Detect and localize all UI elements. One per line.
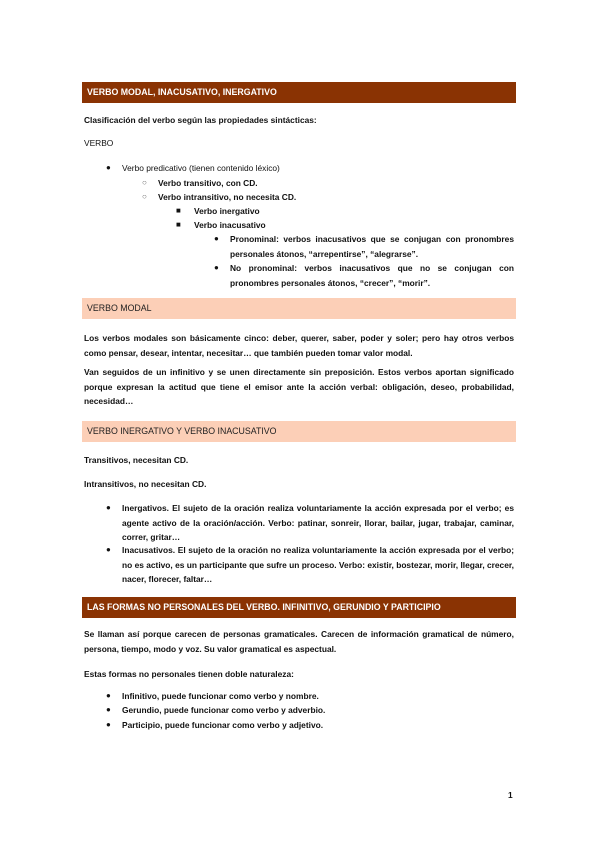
bullet-icon: ● [106,503,111,512]
bullet-icon: ● [106,163,111,172]
list-item: Verbo predicativo (tienen contenido léxico) [122,163,280,173]
list-item: Verbo inergativo [194,206,260,216]
bullet-icon: ● [106,691,111,700]
bullet-icon: ● [214,263,219,272]
intro-text: Clasificación del verbo según las propiedades sintácticas: [84,115,317,125]
list-item: Infinitivo, puede funcionar como verbo y nombre. [122,691,319,701]
circle-bullet-icon: ○ [142,192,147,201]
list-item: Inergativos. El sujeto de la oración realiza voluntariamente la acción expresada por el verbo; es agente activo de la oración/acción. Verbo: patinar, sonreir, llorar, bailar, jugar, trabajar, caminar, correr, gritar… [122,503,514,542]
bullet-icon: ● [106,720,111,729]
heading-verbo-modal-inacusativo-inergativo: VERBO MODAL, INACUSATIVO, INERGATIVO [82,82,516,103]
verbo-label: VERBO [84,138,114,148]
list-item: Verbo inacusativo [194,220,266,230]
bullet-icon: ● [106,545,111,554]
bullet-icon: ● [214,234,219,243]
heading-inergativo-inacusativo: VERBO INERGATIVO Y VERBO INACUSATIVO [82,421,516,442]
list-item: Verbo intransitivo, no necesita CD. [158,192,297,202]
list-item: No pronominal: verbos inacusativos que no se conjugan con pronombres personales átonos, “crecer”, “morir”. [230,263,514,288]
list-item: Participio, puede funcionar como verbo y adjetivo. [122,720,324,730]
circle-bullet-icon: ○ [142,178,147,187]
paragraph: Estas formas no personales tienen doble naturaleza: [84,669,294,679]
list-item: Gerundio, puede funcionar como verbo y adverbio. [122,705,326,715]
page-number: 1 [508,790,513,800]
list-item: Pronominal: verbos inacusativos que se conjugan con pronombres personales átonos, “arrepentirse”, “alegrarse”. [230,234,514,259]
list-item: Verbo transitivo, con CD. [158,178,258,188]
paragraph: Van seguidos de un infinitivo y se unen directamente sin preposición. Estos verbos aportan significado porque expresan la actitud que tiene el emisor ante la acción verbal: obligación, deseo, probabilidad, necesidad… [84,367,514,406]
list-item: Inacusativos. El sujeto de la oración no realiza voluntariamente la acción expresada por el verbo; no es activo, es un participante que sufre un proceso. Verbo: existir, bostezar, morir, llegar, crecer, nacer, florecer, faltar… [122,545,514,584]
square-bullet-icon: ■ [176,206,181,215]
heading-verbo-modal: VERBO MODAL [82,298,516,319]
bullet-icon: ● [106,705,111,714]
paragraph: Intransitivos, no necesitan CD. [84,479,207,489]
paragraph: Transitivos, necesitan CD. [84,455,189,465]
paragraph: Los verbos modales son básicamente cinco: deber, querer, saber, poder y soler; pero hay otros verbos como pensar, desear, intentar, necesitar… que también pueden tomar valor modal. [84,333,514,358]
square-bullet-icon: ■ [176,220,181,229]
paragraph: Se llaman así porque carecen de personas gramaticales. Carecen de información gramatical de número, persona, tiempo, modo y voz. Su valor gramatical es aspectual. [84,629,514,654]
heading-formas-no-personales: LAS FORMAS NO PERSONALES DEL VERBO. INFINITIVO, GERUNDIO Y PARTICIPIO [82,597,516,618]
